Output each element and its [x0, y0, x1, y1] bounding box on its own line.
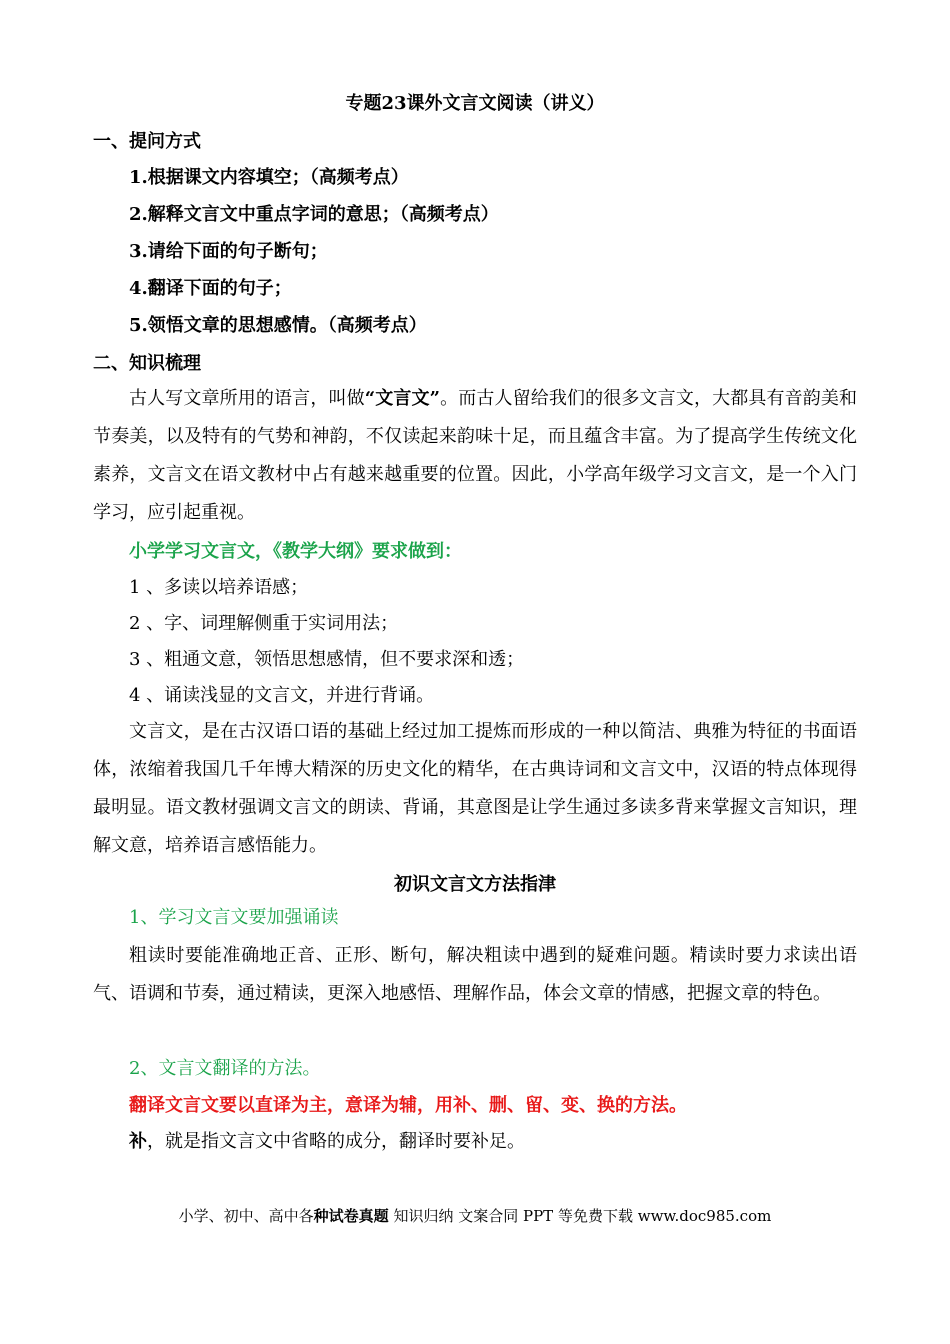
question-type-item: 3.请给下面的句子断句； [129, 241, 328, 262]
classical-chinese-paragraph: 文言文，是在古汉语口语的基础上经过加工提炼而形成的一种以简洁、典雅为特征的书面语体，浓缩着我国几千年博大精深的历史文化的精华，在古典诗词和文言文中，汉语的特点体现得最明显。语文教材强调文言文的朗读、背诵，其意图是让学生通过多读多背来掌握文言知识，理解文意，培养语言感悟能力。 [93, 721, 857, 856]
section-heading-question-types: 一、提问方式 [93, 131, 201, 152]
syllabus-heading: 小学学习文言文，《教学大纲》要求做到： [129, 541, 462, 562]
bu-term: 补 [129, 1131, 147, 1152]
footer-text-part3: 知识归纳 文案合同 PPT 等免费下载 [388, 1207, 638, 1225]
syllabus-item: 4 、诵读浅显的文言文，并进行背诵。 [129, 685, 435, 706]
method-heading: 初识文言文方法指津 [394, 874, 556, 895]
question-type-item: 2.解释文言文中重点字词的意思；（高频考点） [129, 204, 499, 225]
syllabus-item: 1 、多读以培养语感； [129, 577, 309, 598]
bu-text: ，就是指文言文中省略的成分，翻译时要补足。 [147, 1131, 525, 1152]
bu-definition [129, 1130, 525, 1154]
footer-text-bold: 种试卷真题 [313, 1207, 389, 1225]
footer-text-part1: 小学、初中、高中各 [178, 1207, 314, 1225]
method1-heading: 1、学习文言文要加强诵读 [129, 907, 339, 928]
intro-text-before: 古人写文章所用的语言，叫做 [129, 388, 365, 409]
document-title: 专题23课外文言文阅读（讲义） [345, 93, 605, 114]
intro-highlight-term: “文言文” [364, 388, 440, 409]
method2-heading: 2、文言文翻译的方法。 [129, 1058, 321, 1079]
translation-rule: 翻译文言文要以直译为主，意译为辅，用补、删、留、变、换的方法。 [129, 1095, 687, 1116]
question-type-item: 1.根据课文内容填空；（高频考点） [129, 167, 409, 188]
syllabus-item: 3 、粗通文意，领悟思想感情，但不要求深和透； [129, 649, 525, 670]
footer-website-link[interactable]: www.doc985.com [637, 1207, 772, 1225]
syllabus-item: 2 、字、词理解侧重于实词用法； [129, 613, 399, 634]
footer [0, 1205, 950, 1227]
intro-paragraph [93, 380, 857, 532]
intro-text-after: 。而古人留给我们的很多文言文，大都具有音韵美和节奏美，以及特有的气势和神韵，不仅读起来韵味十足，而且蕴含丰富。为了提高学生传统文化素养，文言文在语文教材中占有越来越重要的位置。因此，小学高年级学习文言文，是一个入门学习，应引起重视。 [93, 388, 858, 523]
question-type-item: 4.翻译下面的句子； [129, 278, 292, 299]
section-heading-knowledge: 二、知识梳理 [93, 353, 201, 374]
method1-paragraph: 粗读时要能准确地正音、正形、断句，解决粗读中遇到的疑难问题。精读时要力求读出语气、语调和节奏，通过精读，更深入地感悟、理解作品，体会文章的情感，把握文章的特色。 [93, 945, 857, 1004]
question-type-item: 5.领悟文章的思想感情。（高频考点） [129, 315, 427, 336]
